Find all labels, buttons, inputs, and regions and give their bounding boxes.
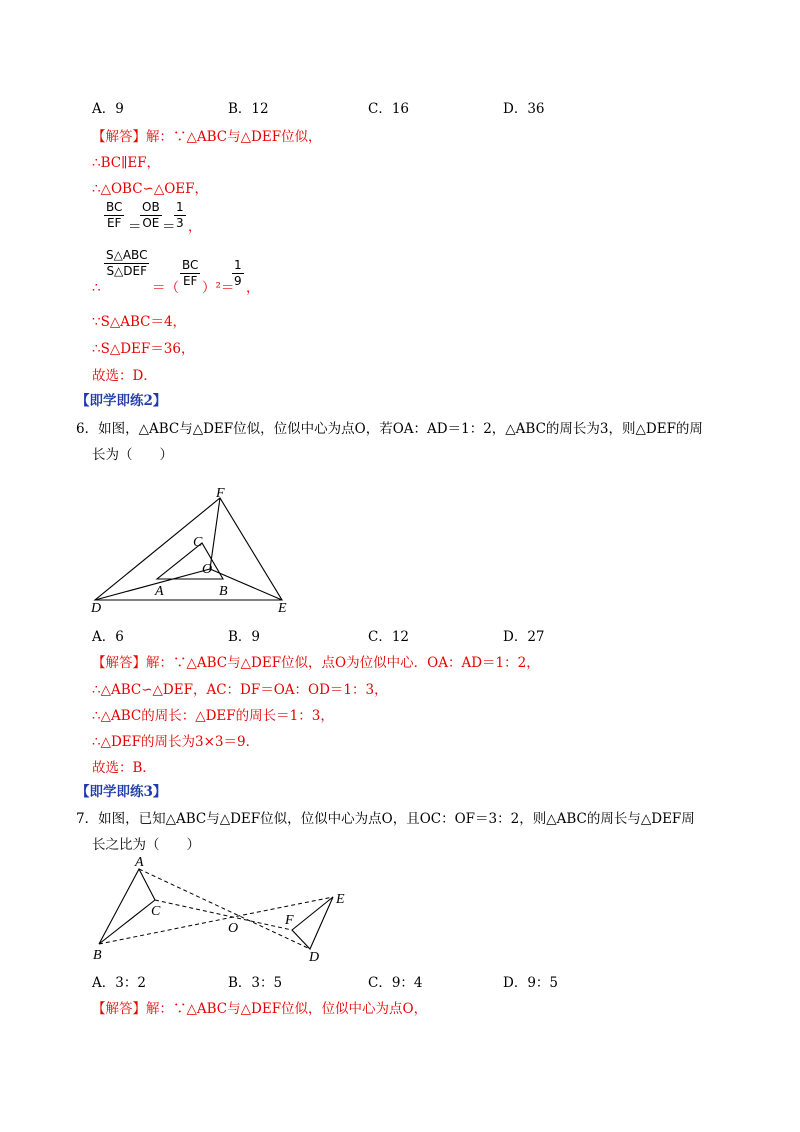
q5-solution-line8: 故选：D． (92, 368, 157, 384)
q6-stem-line2: 长为（ ） (92, 447, 173, 463)
q5-solution-line6: ∵S△ABC＝4， (92, 314, 187, 330)
q6-solution-line1 (92, 651, 540, 671)
equals-sign: ＝ (162, 219, 176, 235)
q6-diagram (85, 485, 315, 615)
q6-stem-line1: 6．如图，△ABC与△DEF位似，位似中心为点O，若OA：AD＝1：2，△ABC的周长为3，则△DEF的周 (76, 421, 703, 437)
q5-option-b: B．12 (228, 101, 269, 117)
label-o: O (228, 921, 239, 936)
fraction-denominator: S△DEF (106, 264, 148, 278)
q6-solution-line2: ∴△ABC∽△DEF，AC：DF＝OA：OD＝1：3， (92, 682, 388, 698)
triangle-abc (99, 869, 155, 944)
q7-stem-line1: 7．如图，已知△ABC与△DEF位似，位似中心为点O，且OC：OF＝3：2，则△ABC的周长与△DEF周 (76, 811, 695, 827)
label-f: F (285, 913, 294, 928)
fraction-denominator: 9 (234, 274, 242, 288)
fraction-numerator: OB (142, 200, 160, 214)
line-f-o (210, 498, 220, 569)
label-e: E (336, 892, 345, 907)
q7-option-b: B．3：5 (228, 975, 283, 991)
q7-option-d: D．9：5 (503, 975, 559, 991)
fraction-denominator: OE (142, 216, 160, 230)
label-b: B (219, 584, 228, 599)
q6-option-d: D．27 (503, 629, 545, 645)
label-d: D (309, 950, 320, 965)
fraction-one-third (174, 200, 186, 231)
q6-option-a: A．6 (92, 629, 124, 645)
q7-diagram (85, 853, 355, 968)
squared-equals: ）²＝ (202, 280, 235, 296)
label-c: C (193, 535, 203, 550)
q5-solution-line2: ∴BC∥EF， (92, 155, 161, 171)
q5-solution-line7: ∴S△DEF＝36， (92, 341, 195, 357)
q7-stem-line2: 长之比为（ ） (92, 837, 200, 853)
q5-option-d: D．36 (503, 101, 545, 117)
triangle-def (95, 498, 282, 600)
q5-option-a: A．9 (92, 101, 124, 117)
q6-solution-line3: ∴△ABC的周长：△DEF的周长＝1：3， (92, 708, 334, 724)
therefore-symbol: ∴ (92, 280, 101, 296)
q7-option-c: C．9：4 (368, 975, 423, 991)
fraction-bc-ef-2 (180, 258, 200, 289)
dashed-c-f (155, 900, 292, 930)
fraction-ob-oe (140, 200, 162, 231)
section-heading-3: 【即学即练3】 (76, 784, 167, 800)
dashed-a-d (139, 869, 310, 949)
q6-solution-line4: ∴△DEF的周长为3×3＝9． (92, 734, 260, 750)
solution-text: 解：∵△ABC与△DEF位似， (146, 129, 322, 145)
solution-text: 解：∵△ABC与△DEF位似，位似中心为点O， (146, 1001, 428, 1017)
fraction-denominator: EF (182, 274, 198, 288)
fraction-one-ninth (232, 258, 244, 289)
answer-tag: 【解答】 (92, 655, 146, 671)
equals-sign: ＝ (128, 219, 142, 235)
q7-option-a: A．3：2 (92, 975, 146, 991)
fraction-denominator: 3 (176, 216, 184, 230)
fraction-bc-ef (104, 200, 124, 231)
label-a: A (135, 855, 144, 870)
label-a: A (155, 584, 164, 599)
q6-option-b: B．9 (228, 629, 261, 645)
answer-tag: 【解答】 (92, 129, 146, 145)
q7-solution-line1 (92, 997, 427, 1017)
fraction-numerator: S△ABC (106, 248, 148, 262)
fraction-numerator: 1 (176, 200, 184, 214)
fraction-area-ratio (104, 248, 149, 279)
solution-text: 解：∵△ABC与△DEF位似，点O为位似中心．OA：AD＝1：2， (146, 655, 540, 671)
line-d-o (95, 569, 210, 600)
q5-option-c: C．16 (368, 101, 410, 117)
label-o: O (202, 562, 213, 577)
comma: ， (188, 219, 202, 235)
q6-solution-line5: 故选：B． (92, 760, 156, 776)
q5-solution-line1 (92, 125, 322, 145)
label-b: B (93, 948, 102, 963)
comma: ， (246, 280, 260, 296)
triangle-def (292, 897, 333, 949)
label-f: F (216, 486, 225, 501)
q5-solution-line3: ∴△OBC∽△OEF， (92, 181, 209, 197)
fraction-numerator: BC (182, 258, 199, 272)
equals-paren: ＝（ (152, 280, 179, 296)
answer-tag: 【解答】 (92, 1001, 146, 1017)
section-heading-2: 【即学即练2】 (76, 393, 167, 409)
label-d: D (91, 601, 102, 615)
label-c: C (151, 904, 161, 919)
fraction-numerator: BC (106, 200, 123, 214)
fraction-denominator: EF (106, 216, 122, 230)
fraction-numerator: 1 (234, 258, 242, 272)
q6-option-c: C．12 (368, 629, 410, 645)
label-e: E (278, 601, 287, 615)
